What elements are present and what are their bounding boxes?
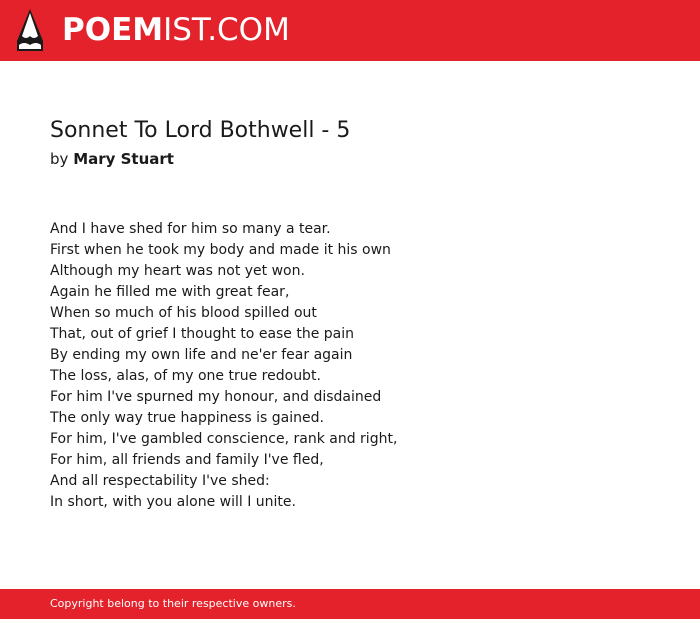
poem-line: For him, all friends and family I've fled, — [50, 452, 324, 468]
pencil-tip-icon[interactable] — [17, 9, 43, 51]
byline — [50, 149, 174, 169]
poem-line: By ending my own life and ne'er fear again — [50, 347, 353, 363]
poem-line: The only way true happiness is gained. — [50, 410, 324, 426]
poem-line: When so much of his blood spilled out — [50, 305, 317, 321]
poem-line: Again he filled me with great fear, — [50, 284, 290, 300]
by-label: by — [50, 150, 69, 168]
poem-title: Sonnet To Lord Bothwell - 5 — [50, 118, 351, 143]
poem-line: The loss, alas, of my one true redoubt. — [50, 368, 321, 384]
poem-body — [50, 219, 397, 513]
author-name: Mary Stuart — [73, 150, 174, 168]
site-header — [0, 0, 700, 61]
poem-line: And all respectability I've shed: — [50, 473, 270, 489]
poem-line: For him I've spurned my honour, and disdained — [50, 389, 382, 405]
poem-line: That, out of grief I thought to ease the pain — [50, 326, 355, 342]
site-logo[interactable] — [62, 11, 290, 49]
logo-light-text: IST.COM — [163, 12, 290, 48]
logo-bold-text: POEM — [62, 12, 164, 48]
site-footer — [0, 589, 700, 619]
copyright-text: Copyright belong to their respective owners. — [50, 597, 296, 610]
poem-line: And I have shed for him so many a tear. — [50, 221, 331, 237]
poem-line: For him, I've gambled conscience, rank and right, — [50, 431, 398, 447]
poem-line: In short, with you alone will I unite. — [50, 494, 296, 510]
poem-line: Although my heart was not yet won. — [50, 263, 305, 279]
poem-line: First when he took my body and made it his own — [50, 242, 391, 258]
